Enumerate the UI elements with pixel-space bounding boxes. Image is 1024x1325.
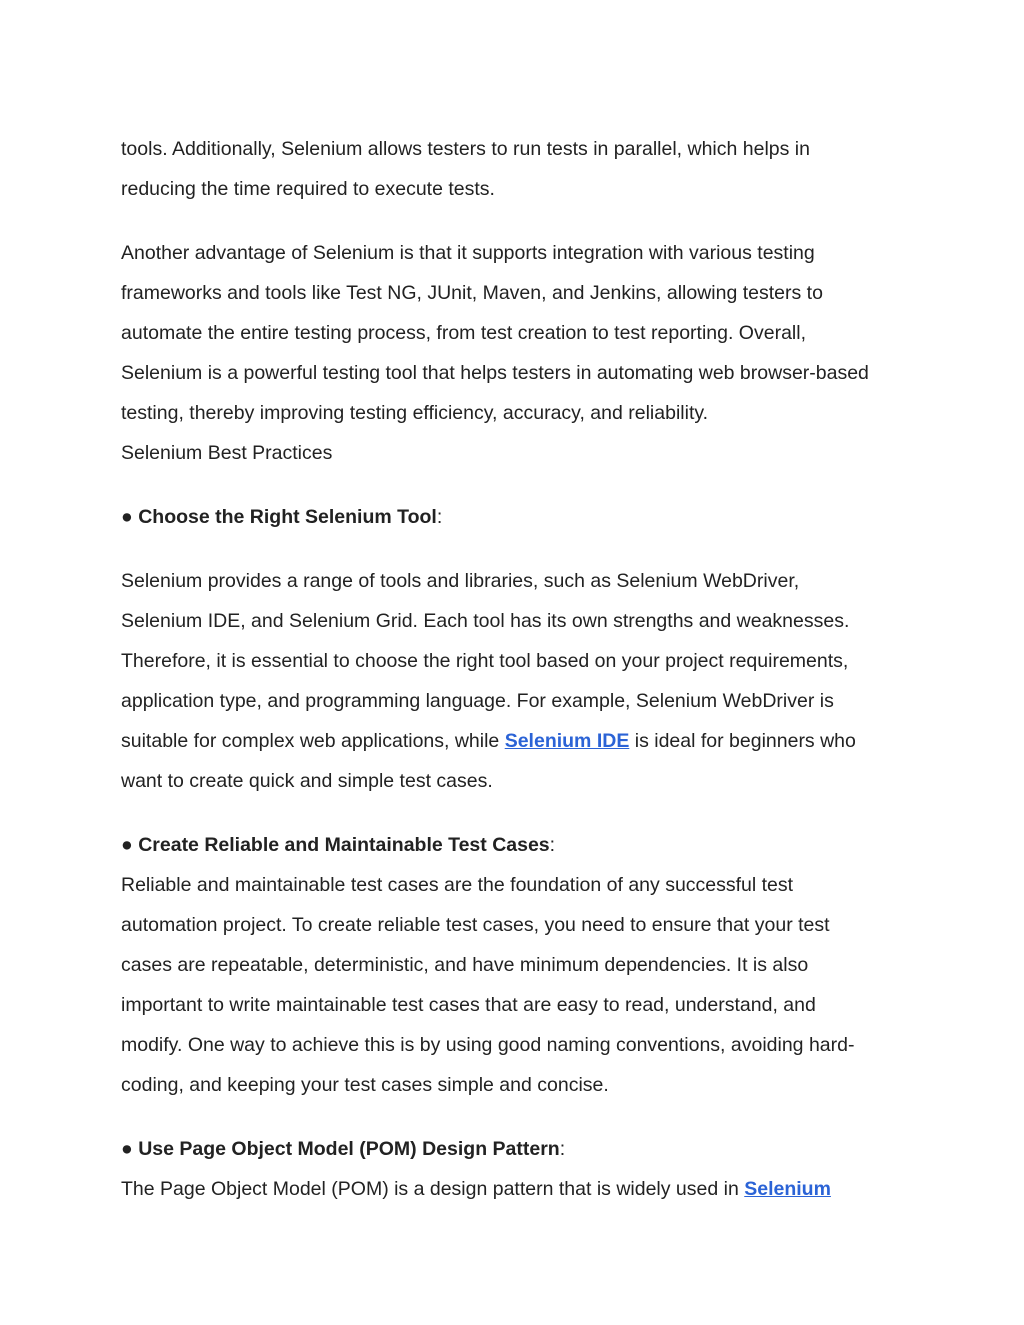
practice-3-colon: : — [559, 1138, 566, 1160]
practice-1-heading-line — [121, 505, 442, 529]
paragraph-2-line-3: automate the entire testing process, from test creation to test reporting. Overall, — [121, 322, 806, 344]
practice-1-colon: : — [436, 506, 443, 528]
paragraph-2-line-5: testing, thereby improving testing efficiency, accuracy, and reliability. — [121, 402, 709, 424]
practice-1-heading: Choose the Right Selenium Tool — [138, 506, 437, 528]
practice-2-heading-line — [121, 833, 555, 857]
practice-1-line-1: Selenium provides a range of tools and libraries, such as Selenium WebDriver, — [121, 570, 800, 592]
selenium-link[interactable]: Selenium — [744, 1178, 831, 1200]
practice-1-line-4: application type, and programming language. For example, Selenium WebDriver is — [121, 690, 834, 712]
section-title: Selenium Best Practices — [121, 442, 333, 464]
selenium-ide-link[interactable]: Selenium IDE — [504, 730, 630, 752]
practice-1-line-2: Selenium IDE, and Selenium Grid. Each tool has its own strengths and weaknesses. — [121, 610, 850, 632]
paragraph-1-line-1: tools. Additionally, Selenium allows testers to run tests in parallel, which helps in — [121, 138, 810, 160]
practice-1-line-5-before: suitable for complex web applications, while — [121, 730, 505, 752]
paragraph-2-line-4: Selenium is a powerful testing tool that helps testers in automating web browser-based — [121, 362, 869, 384]
practice-2-line-4: important to write maintainable test cases that are easy to read, understand, and — [121, 994, 816, 1016]
practice-2-line-5: modify. One way to achieve this is by using good naming conventions, avoiding hard- — [121, 1034, 855, 1056]
practice-2-line-2: automation project. To create reliable test cases, you need to ensure that your test — [121, 914, 830, 936]
practice-2-heading: Create Reliable and Maintainable Test Cases — [138, 834, 550, 856]
practice-2-line-3: cases are repeatable, deterministic, and have minimum dependencies. It is also — [121, 954, 809, 976]
paragraph-2-line-1: Another advantage of Selenium is that it supports integration with various testing — [121, 242, 815, 264]
paragraph-1-line-2: reducing the time required to execute tests. — [121, 178, 495, 200]
paragraph-2-line-2: frameworks and tools like Test NG, JUnit, Maven, and Jenkins, allowing testers to — [121, 282, 823, 304]
practice-3-heading: Use Page Object Model (POM) Design Pattern — [138, 1138, 560, 1160]
practice-3-line-1-before: The Page Object Model (POM) is a design pattern that is widely used in — [121, 1178, 745, 1200]
practice-3-line-1 — [121, 1177, 831, 1201]
practice-2-line-6: coding, and keeping your test cases simple and concise. — [121, 1074, 609, 1096]
practice-1-line-3: Therefore, it is essential to choose the right tool based on your project requirements, — [121, 650, 849, 672]
practice-3-heading-line — [121, 1137, 565, 1161]
bullet-icon: ● — [121, 834, 133, 856]
bullet-icon: ● — [121, 1138, 133, 1160]
practice-2-colon: : — [549, 834, 556, 856]
practice-1-line-5-after: is ideal for beginners who — [629, 730, 856, 752]
practice-1-line-5 — [121, 729, 856, 753]
bullet-icon: ● — [121, 506, 133, 528]
practice-1-line-6: want to create quick and simple test cases. — [121, 770, 493, 792]
practice-2-line-1: Reliable and maintainable test cases are the foundation of any successful test — [121, 874, 794, 896]
